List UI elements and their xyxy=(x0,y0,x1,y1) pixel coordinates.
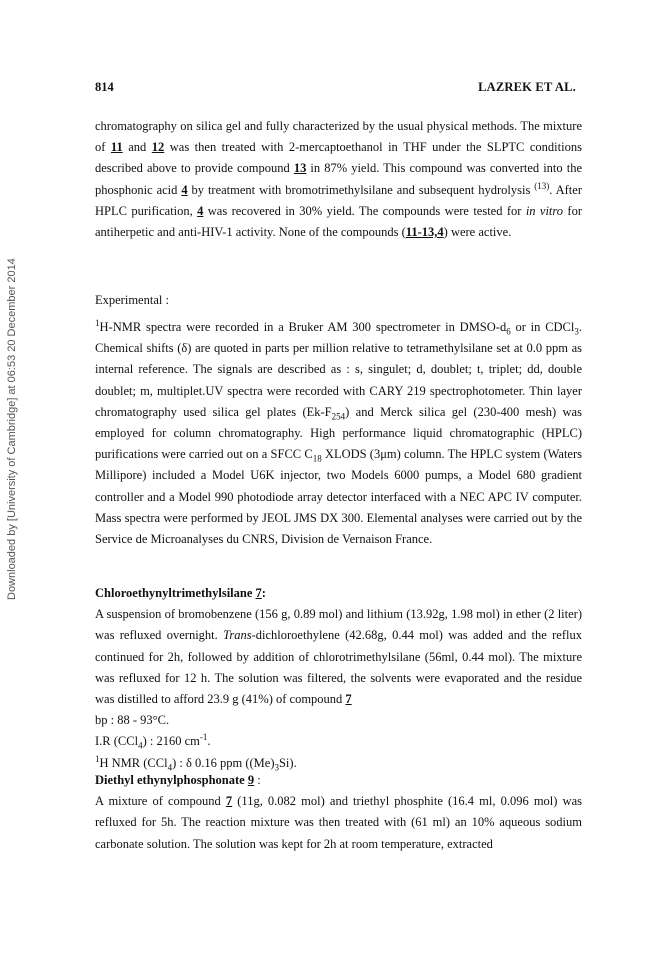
section-title: Diethyl ethynylphosphonate 9 : xyxy=(95,773,261,787)
experimental-heading: Experimental : xyxy=(95,293,169,307)
download-watermark xyxy=(6,258,18,601)
experimental-paragraph: $^1$H-NMR spectra were recorded in a Bruker AM 300 spectrometer in DMSO-$d_6$ or in CDCl$_3$. Chemical shifts (δ) are quoted in parts per million relative to tetramethylsilane set at 0.0 ppm as internal reference. The signals are described as : s, singulet; d, doublet; t, triplet; dd, double doublet; m, multiplet.UV spectra were recorded with CARY 219 spectrophotometer. Thin layer chromatography used silica gel plates $(Ek-F_{254})$ and Merck silica gel (230-400 mesh) was employed for column chromatography. High performance liquid chromatographic (HPLC) purifications were carried out on a SFCC $C_{18}$ XLODS (3μm) column. The HPLC system (Waters Millipore) included a Model U6K injector, two Models 6000 pumps, a Model 680 gradient controller and a Model 990 photodiode array detector interfaced with a NEC APC IV computer. Mass spectra were performed by JEOL JMS DX 300. Elemental analyses were carried out by the Service de Microanalyses du CNRS, Division de Vernaison France. xyxy=(95,317,582,547)
section-title: Chloroethynyltrimethylsilane 7: xyxy=(95,586,266,600)
compound-ref: 4 xyxy=(197,203,204,218)
compound-ref: 4 xyxy=(181,182,188,197)
boiling-point: bp : 88 - 93°C. xyxy=(95,713,170,728)
intro-paragraph: chromatography on silica gel and fully characterized by the usual physical methods. The mixture of 11 and 12 was then treated with 2-mercaptoethanol in THF under the SLPTC conditions described above to provide compound 13 in 87% yield. This compound was converted into the phosphonic acid 4 by treatment with bromotrimethylsilane and subsequent hydrolysis $^{(13)}$. After HPLC purification, 4 was recovered in 30% yield. The compounds were tested for in vitro for antiherpetic and anti-HIV-1 activity. None of the compounds (11-13,4) were active. xyxy=(95,119,583,240)
compound-ref: 13 xyxy=(293,161,307,176)
citation: (13) xyxy=(534,180,550,191)
compound-range: 11-13,4 xyxy=(405,225,444,240)
section-diethyl-ethynylphosphonate: Diethyl ethynylphosphonate 9 : A mixture of compound 7 (11g, 0.082 mol) and triethyl phosphite (16.4 ml, 0.096 mol) was refluxed for 5h. The reaction mixture was then treated with (61 ml) an 10% aqueous sodium carbonate solution. The solution was kept for 2h at room temperature, extracted xyxy=(95,770,582,855)
compound-ref: 12 xyxy=(151,140,165,155)
ir-data: I.R (CCl$_4$) : 2160 $cm^{-1}$. xyxy=(95,732,211,751)
compound-ref: 11 xyxy=(110,140,123,155)
nmr-data: $^1$H NMR (CCl$_4$) : δ 0.16 ppm $((Me)_3Si)$. xyxy=(95,753,297,773)
download-note: Downloaded by [University of Cambridge] at 06:53 20 December 2014 xyxy=(6,258,18,600)
page-number: 814 xyxy=(95,80,114,94)
running-header-authors: LAZREK ET AL. xyxy=(478,80,576,94)
section-chloroethynyltrimethylsilane: Chloroethynyltrimethylsilane 7: A suspension of bromobenzene (156 g, 0.89 mol) and lithium (13.92g, 1.98 mol) in ether (2 liter) was refluxed overnight. Trans-dichloroethylene (42.68g, 0.44 mol) was added and the reflux continued for 2h, followed by addition of chlorotrimethylsilane (56ml, 0.44 mol). The mixture was refluxed for 12 h. The solution was filtered, the solvents were evaporated and the residue was distilled to afford 23.9 g (41%) of compound 7 bp : 88 - 93°C. I.R (CCl$_4$) : 2160 $cm^{-1}$. $^1$H NMR (CCl$_4$) : δ 0.16 ppm $((Me)_3Si)$. xyxy=(95,583,582,774)
